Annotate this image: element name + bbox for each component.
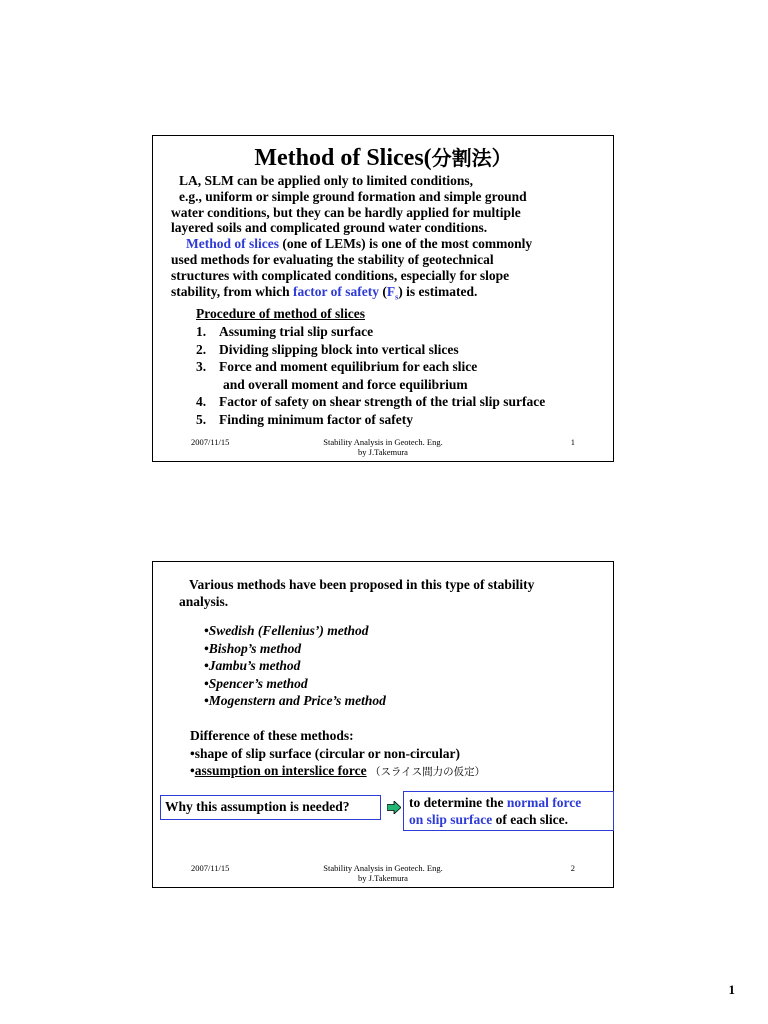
differences-section [190,727,485,782]
title-japanese: 分割法） [431,146,512,170]
slide-number: 1 [570,437,575,447]
procedure-heading: Procedure of method of slices [196,306,365,321]
text-line [171,236,606,252]
text-span: ( [378,283,387,299]
method-item: •Spencer’s method [204,675,308,691]
intro-paragraph [171,173,606,305]
text-span: of each slice. [492,812,568,827]
method-item: •Bishop’s method [204,640,302,656]
text-line [171,284,606,305]
differences-heading: Difference of these methods: [190,728,354,743]
method-item: •Jambu’s method [204,658,301,673]
text-line: used methods for evaluating the stability of geotechnical [171,251,494,267]
slide-title [153,144,613,172]
normal-force-highlight: normal force [506,795,582,810]
text-span: to determine the [409,795,507,810]
step-text: Force and moment equilibrium for each slice [219,359,478,374]
footer-line: Stability Analysis in Geotech. Eng. [323,863,443,873]
step-text: and overall moment and force equilibrium [223,376,468,392]
slip-surface-highlight: on slip surface [409,812,493,827]
step-number: 4. [196,394,207,409]
page-number: 1 [728,982,735,997]
step-number: 2. [196,341,207,357]
difference-item [190,762,485,782]
subscript: s [395,292,399,302]
text-line: water conditions, but they can be hardly applied for multiple [171,204,521,220]
step-text: Factor of safety on shear strength of the trial slip surface [219,394,546,409]
why-question-box: Why this assumption is needed? [160,795,381,820]
text-span: stability, from which [171,283,294,299]
text-line: structures with complicated conditions, especially for slope [171,267,510,283]
footer-date: 2007/11/15 [191,863,230,873]
text-line: Various methods have been proposed in this type of stability [189,577,535,592]
procedure-step [196,323,616,341]
underlined-text: assumption on interslice force [194,763,367,778]
right-arrow-icon [387,801,401,814]
text-span: (one of LEMs) is one of the most commonly [278,236,533,252]
footer-line: by J.Takemura [358,447,408,457]
title-text: Method of Slices( [254,145,432,171]
step-number: 5. [196,411,207,427]
slide-2 [152,561,614,888]
slide-number: 2 [570,863,575,873]
step-number [196,376,219,394]
step-number: 3. [196,359,207,374]
slide-1 [152,135,614,462]
bullet: • [190,763,195,778]
method-item: •Mogenstern and Price’s method [204,693,386,708]
difference-item: •shape of slip surface (circular or non-circular) [190,745,460,761]
text-line: e.g., uniform or simple ground formation and simple ground [179,188,527,204]
step-text: Assuming trial slip surface [219,324,374,339]
text-span: ) is estimated. [398,283,478,299]
intro-paragraph [179,576,599,610]
footer-line: by J.Takemura [358,873,408,883]
step-text: Finding minimum factor of safety [219,411,413,427]
method-item: •Swedish (Fellenius’) method [204,623,369,638]
procedure-step [196,341,616,359]
procedure-list [196,323,616,428]
footer-title [153,437,613,457]
answer-box [403,791,614,831]
text-line: layered soils and complicated ground water conditions. [171,220,488,236]
text-span: F [386,283,396,299]
fs-symbol [386,283,399,302]
text-line: analysis. [179,594,229,609]
procedure-step [196,411,616,429]
japanese-note: （スライス間力の仮定） [369,766,486,778]
footer-date: 2007/11/15 [191,437,230,447]
method-of-slices-highlight: Method of slices [186,236,279,252]
procedure-step [196,358,616,376]
footer-title [153,863,613,883]
step-number: 1. [196,324,207,339]
factor-of-safety-highlight: factor of safety [293,283,379,299]
step-text: Dividing slipping block into vertical slices [219,341,459,357]
footer-line: Stability Analysis in Geotech. Eng. [323,437,443,447]
text-line: LA, SLM can be applied only to limited conditions, [179,173,474,188]
procedure-step [196,393,616,411]
procedure-step [196,376,616,394]
methods-list [204,622,386,710]
